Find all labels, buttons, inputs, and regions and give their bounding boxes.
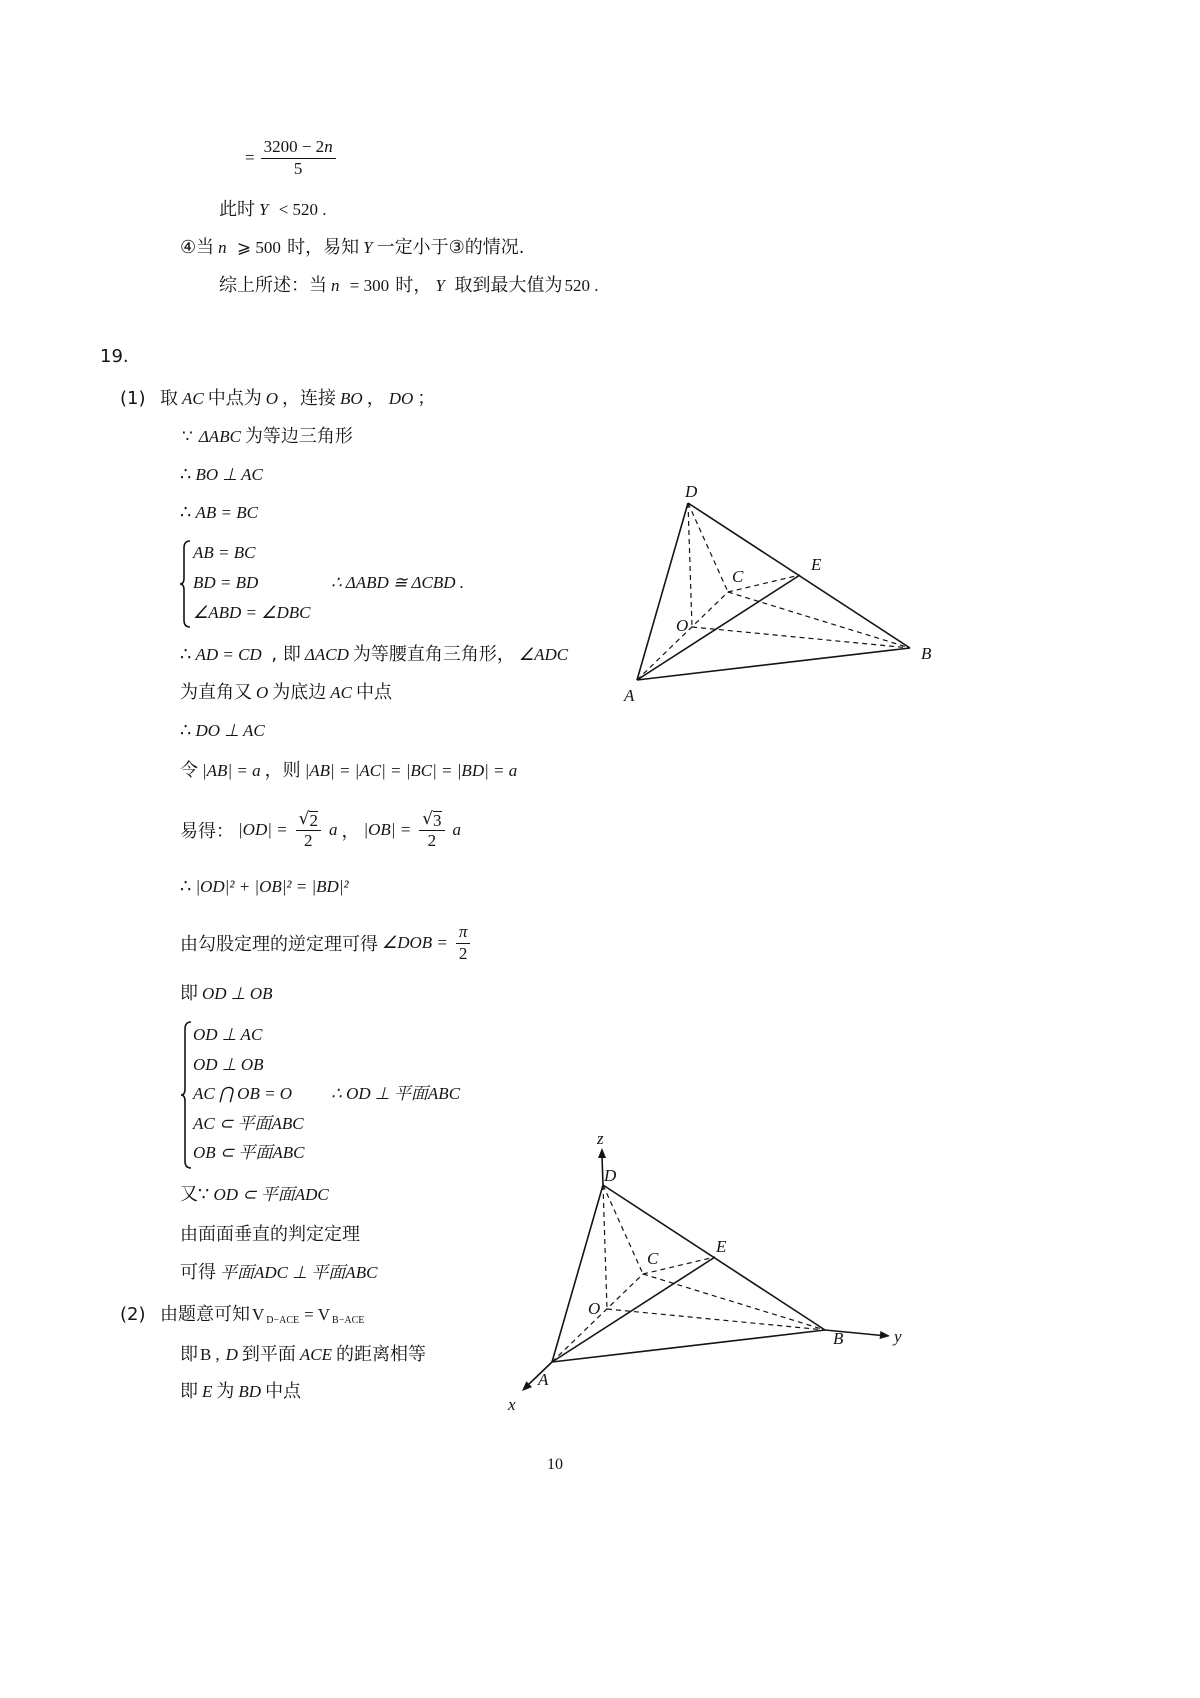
text: 此时 (219, 199, 255, 220)
system-row (193, 1020, 305, 1050)
text: ， (341, 821, 360, 842)
system-row-text: AC ⊂ 平面ABC (193, 1113, 304, 1133)
text: ； (417, 388, 436, 409)
pi-symbol: π (458, 922, 468, 941)
text: 为等边三角形 (244, 426, 353, 447)
math-expr: |OD| = (238, 820, 288, 839)
text: 可得 (180, 1262, 216, 1283)
math-expr: AC (182, 389, 204, 408)
math-expr: DO ⊥ AC (195, 721, 265, 740)
math-expr: DO (388, 389, 414, 408)
text: 一定小于③的情况. (376, 237, 525, 258)
point-label-c: C (732, 567, 744, 586)
text: 为 (216, 1381, 235, 1402)
math-expr: ⩾ 500 (232, 238, 286, 257)
fraction-numerator (419, 809, 444, 831)
text: ④当 (180, 237, 215, 258)
line-equilateral (180, 425, 353, 449)
text: 又∵ (180, 1184, 210, 1205)
system-row-text: OB ⊂ 平面ABC (193, 1143, 305, 1162)
math-expr: OD ⊂ 平面ADC (213, 1185, 329, 1204)
line-equal-distance (180, 1343, 426, 1367)
math-expr: |AB| = a (202, 761, 261, 780)
sqrt-sign: √ (422, 809, 434, 829)
math-var: a (452, 820, 462, 839)
system-row-text: AC ⋂ OB = O (193, 1084, 293, 1103)
system-row-text: ∠ABD = ∠DBC (193, 603, 311, 622)
therefore-symbol: ∴ (180, 502, 192, 523)
line-case-4 (180, 236, 524, 260)
line-summary (219, 274, 601, 298)
sqrt-sign: √ (298, 809, 310, 829)
therefore-symbol: ∴ (180, 876, 192, 897)
text: 取 (160, 388, 178, 409)
z-axis (602, 1156, 603, 1185)
line-let-ab (180, 759, 521, 783)
math-expr: BD (238, 1382, 262, 1401)
text: ，连接 (282, 388, 337, 409)
text: , 即 (265, 644, 301, 665)
text: 时， (395, 275, 432, 296)
fraction-numerator (261, 137, 336, 159)
point-label-o: O (588, 1299, 601, 1318)
system-row (193, 568, 311, 598)
math-var: Y (259, 200, 269, 219)
fraction-denominator: 2 (458, 944, 468, 963)
text: 由面面垂直的判定定理 (180, 1224, 360, 1245)
brace-path (180, 541, 190, 627)
text: 即 (180, 1344, 198, 1365)
text: 易得： (180, 821, 234, 842)
math-expr: ΔACD (304, 645, 349, 664)
point-label-b: B (921, 644, 932, 663)
edge-ac (637, 592, 728, 680)
math-expr: BO ⊥ AC (195, 465, 263, 484)
text: 中点 (356, 682, 393, 703)
line-volume-equal (160, 1303, 367, 1327)
therefore-symbol: ∴ (180, 644, 192, 665)
point-label-d: D (685, 482, 698, 501)
fraction (261, 137, 336, 179)
math-expr: |AB| = |AC| = |BC| = |BD| = a (304, 761, 518, 780)
line-pythagoras (180, 875, 353, 899)
system-row (193, 1050, 305, 1080)
math-expr: OD ⊥ OB (202, 984, 273, 1003)
brace-path (181, 1022, 191, 1168)
math-expr: AB = BC (195, 503, 258, 522)
segment-do (603, 1185, 607, 1309)
part-label-text: (2) (120, 1304, 146, 1325)
z-axis-arrow-icon (598, 1148, 606, 1158)
part-1-label (120, 387, 146, 411)
equals-sign: = (245, 148, 255, 167)
fraction-denominator: 2 (304, 831, 313, 850)
math-expr: D (225, 1345, 238, 1364)
math-var: Y (435, 276, 445, 295)
math-expr: AC (330, 683, 353, 702)
congruence-system (193, 538, 311, 628)
left-brace (180, 540, 192, 628)
point-label-a: A (624, 686, 635, 705)
system-row-text: AB = BC (193, 543, 256, 562)
point-label-e: E (811, 555, 822, 574)
math-expr: O (265, 389, 279, 408)
math-expr: O (256, 683, 269, 702)
math-expr: |OB| = (363, 820, 412, 839)
point-label-d: D (604, 1166, 617, 1185)
point-label-c: C (647, 1249, 659, 1268)
text: 中点为 (207, 388, 262, 409)
y-axis-arrow-icon (880, 1331, 890, 1339)
math-var: n (331, 276, 340, 295)
conclusion-text: ∴ ΔABD ≅ ΔCBD . (331, 573, 465, 592)
axis-label-z: z (597, 1130, 604, 1148)
math-expr: |OD|² + |OB|² = |BD|² (195, 877, 349, 896)
line-ab-eq-bc (180, 501, 262, 525)
part-2-label (120, 1303, 146, 1327)
system-row (193, 1138, 305, 1168)
line-bo-perp-ac (180, 463, 267, 487)
segment-do (688, 503, 692, 627)
radicand: 2 (309, 811, 318, 830)
text: 为直角又 (180, 682, 252, 703)
volume-subscript: B−ACE (332, 1315, 365, 1326)
line-right-angle (180, 681, 392, 705)
text: 由题意可知 (160, 1304, 250, 1325)
text: 为等腰直角三角形， (352, 644, 515, 665)
system-conclusion (327, 1082, 464, 1106)
line-e-midpoint (180, 1380, 301, 1404)
text: 综上所述：当 (219, 275, 327, 296)
line-easy-lengths (180, 808, 465, 852)
volume-subscript: D−ACE (266, 1315, 300, 1326)
system-row-text: OD ⊥ AC (193, 1025, 263, 1044)
edge-ac (552, 1274, 643, 1362)
fraction (296, 809, 321, 851)
math-expr: ∠ADC (518, 645, 569, 664)
fraction-numerator (456, 922, 471, 944)
math-expr: AD = CD (195, 645, 262, 664)
text: 即 (180, 1381, 198, 1402)
line-plane-perp (180, 1261, 381, 1285)
fraction-numerator (296, 809, 321, 831)
text: ， (366, 388, 385, 409)
left-brace (181, 1021, 193, 1169)
conclusion-text: ∴ OD ⊥ 平面ABC (331, 1084, 461, 1103)
numerator-variable: n (324, 137, 333, 156)
point-label-o: O (676, 616, 689, 635)
math-var: a (328, 820, 338, 839)
numerator-number: 3200 − 2 (263, 137, 325, 156)
volume-symbol: V (317, 1305, 331, 1324)
axis-label-y: y (894, 1327, 902, 1346)
math-expr: ∠DOB = (382, 933, 448, 952)
system-row-text: BD = BD (193, 573, 259, 592)
system-row-text: OD ⊥ OB (193, 1054, 264, 1074)
therefore-symbol: ∴ (180, 464, 192, 485)
axis-label-x: x (508, 1395, 516, 1414)
part-label-text: (1) (120, 388, 146, 409)
text: 中点 (265, 1381, 302, 1402)
system-row (193, 1079, 305, 1109)
math-expr: E (202, 1382, 213, 1401)
radicand: 3 (433, 811, 442, 830)
math-expr: ACE (299, 1345, 332, 1364)
math-expr: ΔABC (198, 427, 241, 446)
question-number-text: 19. (100, 346, 129, 367)
line-theorem (180, 1223, 360, 1247)
fraction-denominator: 5 (293, 159, 303, 178)
coordinate-tetrahedron-figure (500, 1130, 910, 1422)
math-expr: 520 . (564, 276, 599, 295)
comma: , (215, 1345, 220, 1364)
edge-da (637, 503, 688, 680)
because-symbol: ∵ (182, 427, 193, 446)
math-expr: = 300 (345, 276, 394, 295)
point-label-a: A (538, 1370, 549, 1389)
line-od-in-plane (180, 1183, 333, 1207)
question-number (100, 345, 129, 369)
tetrahedron-figure (615, 478, 945, 710)
text: 到平面 (241, 1344, 296, 1365)
math-var: Y (363, 238, 373, 257)
point-label-b: B (833, 1329, 844, 1348)
fraction-line (243, 136, 340, 180)
therefore-symbol: ∴ (180, 720, 192, 741)
perpendicular-system (193, 1020, 305, 1168)
text: 令 (180, 760, 198, 781)
math-expr: 平面ADC ⊥ 平面ABC (220, 1263, 378, 1282)
line-do-perp-ac (180, 719, 269, 743)
system-row (193, 1109, 305, 1139)
math-expr: BO (340, 389, 363, 408)
math-var: n (218, 238, 227, 257)
page-number: 10 (547, 1456, 563, 1473)
line-y-less-520 (219, 198, 329, 222)
system-row (193, 598, 311, 628)
fraction (456, 922, 471, 964)
system-row (193, 538, 311, 568)
text: 即 (180, 983, 198, 1004)
math-expr: < 520 . (274, 200, 327, 219)
system-conclusion (327, 571, 468, 595)
text: 时，易知 (287, 237, 360, 258)
text: 由勾股定理的逆定理可得 (180, 934, 378, 955)
text: 为底边 (272, 682, 327, 703)
equals-sign: = (304, 1305, 314, 1324)
line-od-perp-ob (180, 982, 277, 1006)
edge-da (552, 1185, 603, 1362)
math-expr: B (200, 1345, 212, 1364)
line-ad-eq-cd (180, 643, 572, 667)
line-converse-theorem (180, 921, 474, 965)
volume-symbol: V (252, 1305, 265, 1324)
fraction-denominator: 2 (427, 831, 437, 850)
fraction (419, 809, 444, 851)
text: 取到最大值为 (448, 275, 563, 296)
text: 的距离相等 (335, 1344, 426, 1365)
text: ，则 (264, 760, 301, 781)
point-label-e: E (716, 1237, 727, 1256)
line-midpoint-o (160, 387, 435, 411)
